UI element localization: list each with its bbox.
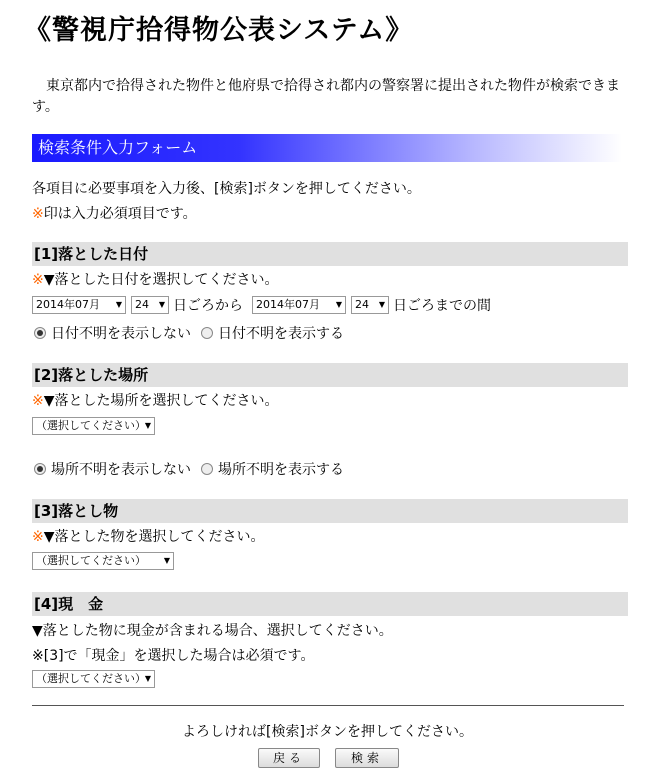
date-show-unknown-radio[interactable] xyxy=(201,327,213,339)
place-select[interactable]: （選択してください） ▼ xyxy=(32,417,155,435)
page-title: 《警視庁拾得物公表システム》 xyxy=(24,15,414,46)
place-prompt: ※▼落とした場所を選択してください。 xyxy=(32,393,279,409)
section-date-header: [1]落とした日付 xyxy=(32,242,628,266)
date-prompt: ※▼落とした日付を選択してください。 xyxy=(32,272,279,288)
section-place-header: [2]落とした場所 xyxy=(32,363,628,387)
chevron-down-icon: ▼ xyxy=(158,300,165,309)
chevron-down-icon: ▼ xyxy=(378,300,385,309)
date-hide-unknown-radio[interactable] xyxy=(34,327,46,339)
cash-select[interactable]: （選択してください） ▼ xyxy=(32,670,155,688)
chevron-down-icon: ▼ xyxy=(144,674,151,683)
chevron-down-icon: ▼ xyxy=(335,300,342,309)
cash-prompt: ▼落とした物に現金が含まれる場合、選択してください。 xyxy=(32,623,393,639)
intro-text: 東京都内で拾得された物件と他府県で拾得され都内の警察署に提出された物件が検索できます。 xyxy=(32,78,620,115)
place-show-unknown-radio[interactable] xyxy=(201,463,213,475)
item-select[interactable]: （選択してください） ▼ xyxy=(32,552,174,570)
chevron-down-icon: ▼ xyxy=(115,300,122,309)
from-suffix: 日ごろから xyxy=(173,298,243,314)
section-item-header: [3]落とし物 xyxy=(32,499,628,523)
cash-note: ※[3]で「現金」を選択した場合は必須です。 xyxy=(32,648,315,664)
search-button[interactable]: 検索 xyxy=(335,748,399,768)
place-hide-unknown-radio[interactable] xyxy=(34,463,46,475)
form-header: 検索条件入力フォーム xyxy=(32,134,622,162)
to-suffix: 日ごろまでの間 xyxy=(393,298,491,314)
chevron-down-icon: ▼ xyxy=(163,556,170,565)
form-instruction: 各項目に必要事項を入力後、[検索]ボタンを押してください。 xyxy=(32,181,421,197)
from-month-select[interactable]: 2014年07月 ▼ xyxy=(32,296,126,314)
back-button[interactable]: 戻る xyxy=(258,748,320,768)
section-cash-header: [4]現 金 xyxy=(32,592,628,616)
divider xyxy=(32,705,624,706)
item-prompt: ※▼落とした物を選択してください。 xyxy=(32,529,265,545)
from-day-select[interactable]: 24 ▼ xyxy=(131,296,169,314)
footer-message: よろしければ[検索]ボタンを押してください。 xyxy=(182,724,473,740)
required-mark: ※ xyxy=(32,206,44,222)
place-unknown-radio-group: 場所不明を表示しない 場所不明を表示する xyxy=(34,459,354,479)
date-unknown-radio-group: 日付不明を表示しない 日付不明を表示する xyxy=(34,323,354,343)
to-day-select[interactable]: 24 ▼ xyxy=(351,296,389,314)
to-month-select[interactable]: 2014年07月 ▼ xyxy=(252,296,346,314)
chevron-down-icon: ▼ xyxy=(144,421,151,430)
required-note: ※印は入力必須項目です。 xyxy=(32,206,197,222)
